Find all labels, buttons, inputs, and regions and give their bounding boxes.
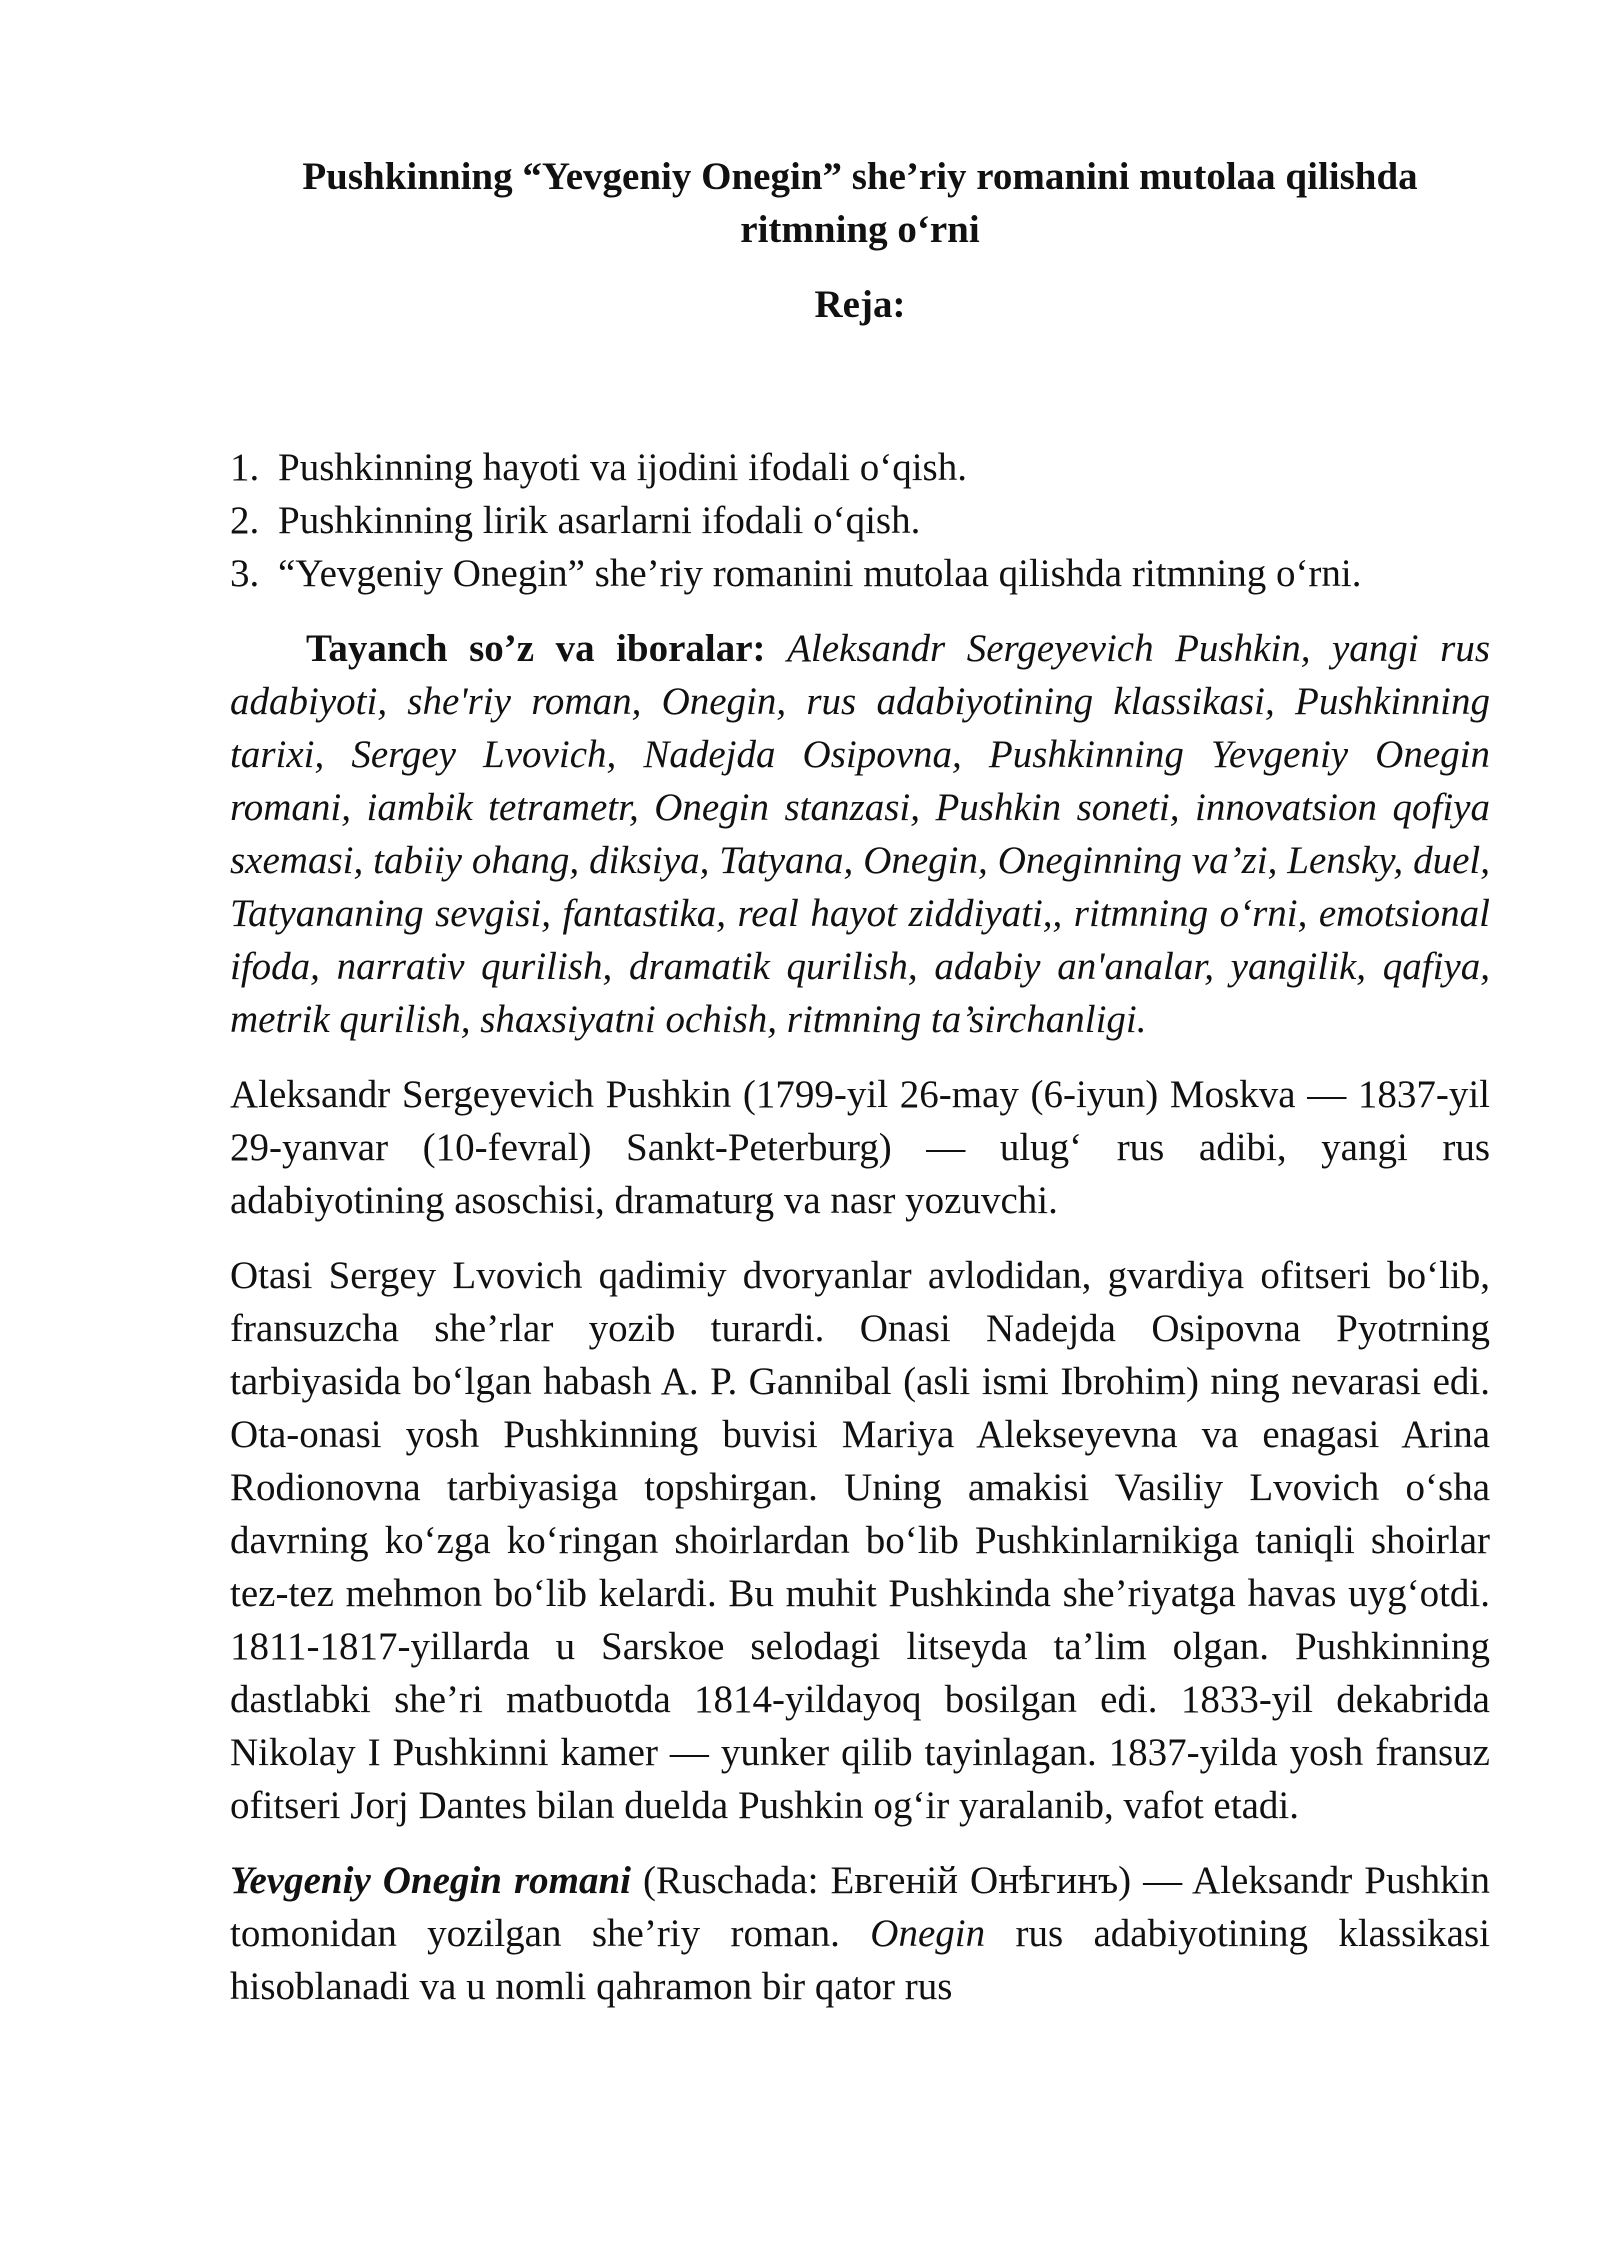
- plan-list: [230, 441, 1490, 600]
- keywords-text: Aleksandr Sergeyevich Pushkin, yangi rus adabiyoti, she'riy roman, Onegin, rus adabiyotining klassikasi, Pushkinning tarixi, Sergey Lvovich, Nadejda Osipovna, Pushkinning Yevgeniy Onegin romani, iambik tetrametr, Onegin stanzasi, Pushkin soneti, innovatsion qofiya sxemasi, tabiiy ohang, diksiya, Tatyana, Onegin, Oneginning va’zi, Lensky, duel, Tatyananing sevgisi, fantastika, real hayot ziddiyati,, ritmning o‘rni, emotsional ifoda, narrativ qurilish, dramatik qurilish, adabiy an'analar, yangilik, qafiya, metrik qurilish, shaxsiyatni ochish, ritmning ta’sirchanligi.: [230, 627, 1490, 1041]
- plan-item-number: 3.: [230, 552, 260, 595]
- plan-item-text: Pushkinning lirik asarlarni ifodali o‘qish.: [278, 499, 921, 542]
- novel-intro-paragraph: [230, 1854, 1490, 2013]
- keywords-paragraph: [230, 622, 1490, 1046]
- document-page: [230, 150, 1490, 2013]
- plan-item: [230, 494, 1490, 547]
- plan-heading: Reja:: [814, 283, 906, 326]
- plan-item-text: Pushkinning hayoti va ijodini ifodali o‘qish.: [278, 446, 967, 489]
- plan-item-text: “Yevgeniy Onegin” she’riy romanini mutolaa qilishda ritmning o‘rni.: [278, 552, 1362, 595]
- keywords-label: Tayanch so’z va iboralar:: [306, 627, 766, 670]
- plan-item-number: 2.: [230, 499, 260, 542]
- novel-intro-rest: rus adabiyotining klassikasi hisoblanadi va u nomli qahramon bir qator rus: [230, 1912, 1490, 2008]
- novel-short-title: Onegin: [870, 1912, 986, 1955]
- novel-intro-text: (Ruschada: Евгеній Онѣгинъ) — Aleksandr Pushkin tomonidan yozilgan she’riy roman.: [230, 1859, 1490, 1955]
- document-title: [230, 150, 1490, 256]
- biography-intro-paragraph: Aleksandr Sergeyevich Pushkin (1799-yil 26-may (6-iyun) Moskva — 1837-yil 29-yanvar (10-fevral) Sankt-Peterburg) — ulug‘ rus adibi, yangi rus adabiyotining asoschisi, dramaturg va nasr yozuvchi.: [230, 1073, 1490, 1222]
- title-line-1: Pushkinning “Yevgeniy Onegin” she’riy romanini mutolaa qilishda: [302, 155, 1418, 198]
- biography-family-paragraph: Otasi Sergey Lvovich qadimiy dvoryanlar avlodidan, gvardiya ofitseri bo‘lib, fransuzcha she’rlar yozib turardi. Onasi Nadejda Osipovna Pyotrning tarbiyasida bo‘lgan habash A. P. Gannibal (asli ismi Ibrohim) ning nevarasi edi. Ota-onasi yosh Pushkinning buvisi Mariya Alekseyevna va enagasi Arina Rodionovna tarbiyasiga topshirgan. Uning amakisi Vasiliy Lvovich o‘sha davrning ko‘zga ko‘ringan shoirlardan bo‘lib Pushkinlarnikiga taniqli shoirlar tez-tez mehmon bo‘lib kelardi. Bu muhit Pushkinda she’riyatga havas uyg‘otdi. 1811-1817-yillarda u Sarskoe selodagi litseyda ta’lim olgan. Pushkinning dastlabki she’ri matbuotda 1814-yildayoq bosilgan edi. 1833-yil dekabrida Nikolay I Pushkinni kamer — yunker qilib tayinlagan. 1837-yilda yosh fransuz ofitseri Jorj Dantes bilan duelda Pushkin og‘ir yaralanib, vafot etadi.: [230, 1254, 1490, 1827]
- title-line-2: ritmning o‘rni: [740, 208, 980, 251]
- novel-title: Yevgeniy Onegin romani: [230, 1859, 631, 1902]
- plan-item: [230, 441, 1490, 494]
- plan-item: [230, 547, 1490, 600]
- plan-item-number: 1.: [230, 446, 260, 489]
